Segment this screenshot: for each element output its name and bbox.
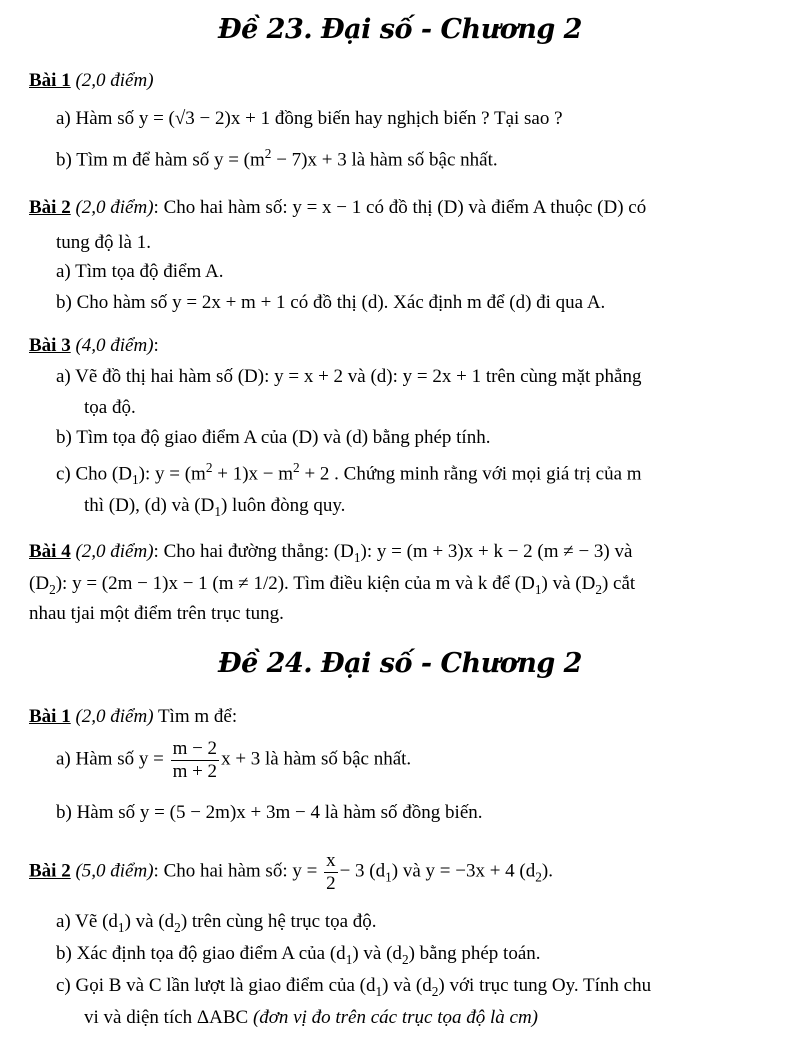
exam24-bai1-heading: Bài 1 (2,0 điểm) Tìm m để:: [29, 706, 238, 727]
exam23-bai3-points: (4,0 điểm): [75, 335, 154, 356]
exam24-bai1-b: b) Hàm số y = (5 − 2m)x + 3m − 4 là hàm số đồng biến.: [56, 802, 483, 823]
exam23-bai3-a1: a) Vẽ đồ thị hai hàm số (D): y = x + 2 và (d): y = 2x + 1 trên cùng mặt phẳng: [56, 366, 642, 387]
exam23-bai1-heading: [29, 70, 154, 93]
exam23-bai2-label: Bài 2: [29, 197, 71, 218]
exam23-bai3-a2: tọa độ.: [84, 397, 136, 418]
exam23-bai3-label: Bài 3: [29, 335, 71, 356]
exam23-bai3-b: b) Tìm tọa độ giao điểm A của (D) và (d) bằng phép tính.: [56, 427, 491, 448]
exam23-bai4-label: Bài 4: [29, 541, 71, 562]
exam23-bai1-b: b) Tìm m để hàm số $y = (m^2 - 7)x + 3$ là hàm số bậc nhất.: [56, 146, 498, 171]
exam24-bai1-label: Bài 1: [29, 706, 71, 727]
exam23-bai2-a: a) Tìm tọa độ điểm A.: [56, 261, 224, 282]
fraction: $\frac{m - 2}{m + 2}$: [172, 738, 218, 782]
exam24-bai1-a: a) Hàm số y = $\frac{m - 2}{m + 2}$ x + 3 là hàm số bậc nhất.: [56, 738, 412, 782]
exam23-bai2-line2: tung độ là 1.: [56, 232, 151, 253]
exam24-bai1-points: (2,0 điểm): [75, 706, 154, 727]
exam24-bai2-a: a) Vẽ $(d_1)$ và $(d_2)$ trên cùng hệ trục tọa độ.: [56, 911, 377, 935]
exam23-bai3-c2: thì (D), (d) và $(D_1)$ luôn đòng quy.: [84, 495, 346, 519]
exam23-bai1-points: (2,0 điểm): [75, 70, 154, 91]
exam23-bai4-line3: nhau tjai một điểm trên trục tung.: [29, 603, 284, 624]
exam24-bai2-intro: Bài 2 (5,0 điểm): Cho hai hàm số: y = $\frac{x}{2}$ − 3 $(d_1)$ và y = −3x + 4 $(d_2)$.: [29, 850, 553, 894]
exam23-bai1-a: a) Hàm số y = (√3 − 2)x + 1 đồng biến hay nghịch biến ? Tại sao ?: [56, 108, 563, 129]
exam23-bai4-line2: $(D_2)$: y = (2m − 1)x − 1 (m ≠ 1/2). Tìm điều kiện của m và k để $(D_1)$ và $(D_2)$ cắt: [29, 573, 636, 597]
exam23-bai3-c1: c) Cho $(D_1)$: $y = (m^2 + 1)x - m^2 + 2$ . Chứng minh rằng với mọi giá trị của m: [56, 460, 642, 488]
exam24-bai2-b: b) Xác định tọa độ giao điểm A của $(d_1)$ và $(d_2)$ bằng phép toán.: [56, 943, 541, 967]
exam23-bai4-points: (2,0 điểm): [75, 541, 154, 562]
fraction: $\frac{x}{2}$: [326, 850, 336, 894]
exam23-bai3-heading: Bài 3 (4,0 điểm):: [29, 335, 159, 356]
exam23-bai2-b: b) Cho hàm số y = 2x + m + 1 có đồ thị (d). Xác định m để (d) đi qua A.: [56, 292, 606, 313]
exam24-bai2-points: (5,0 điểm): [75, 860, 154, 882]
exam23-bai4-line1: Bài 4 (2,0 điểm): Cho hai đường thẳng: $(D_1)$: y = (m + 3)x + k − 2 (m ≠ − 3) và: [29, 541, 633, 565]
exam-24-title: Đề 24. Đại số - Chương 2: [218, 648, 582, 679]
exam24-bai2-c2: vi và diện tích ΔABC (đơn vị đo trên các trục tọa độ là cm): [84, 1007, 538, 1028]
exam-23-title: Đề 23. Đại số - Chương 2: [218, 14, 582, 45]
exam24-bai2-label: Bài 2: [29, 860, 71, 882]
exam24-bai2-c1: c) Gọi B và C lần lượt là giao điểm của $(d_1)$ và $(d_2)$ với trục tung Oy. Tính chu: [56, 975, 652, 999]
exam23-bai2-line1: Bài 2 (2,0 điểm): Cho hai hàm số: y = x − 1 có đồ thị (D) và điểm A thuộc (D) có: [29, 197, 647, 218]
exam23-bai2-points: (2,0 điểm): [75, 197, 154, 218]
exam23-bai1-label: Bài 1: [29, 70, 71, 91]
